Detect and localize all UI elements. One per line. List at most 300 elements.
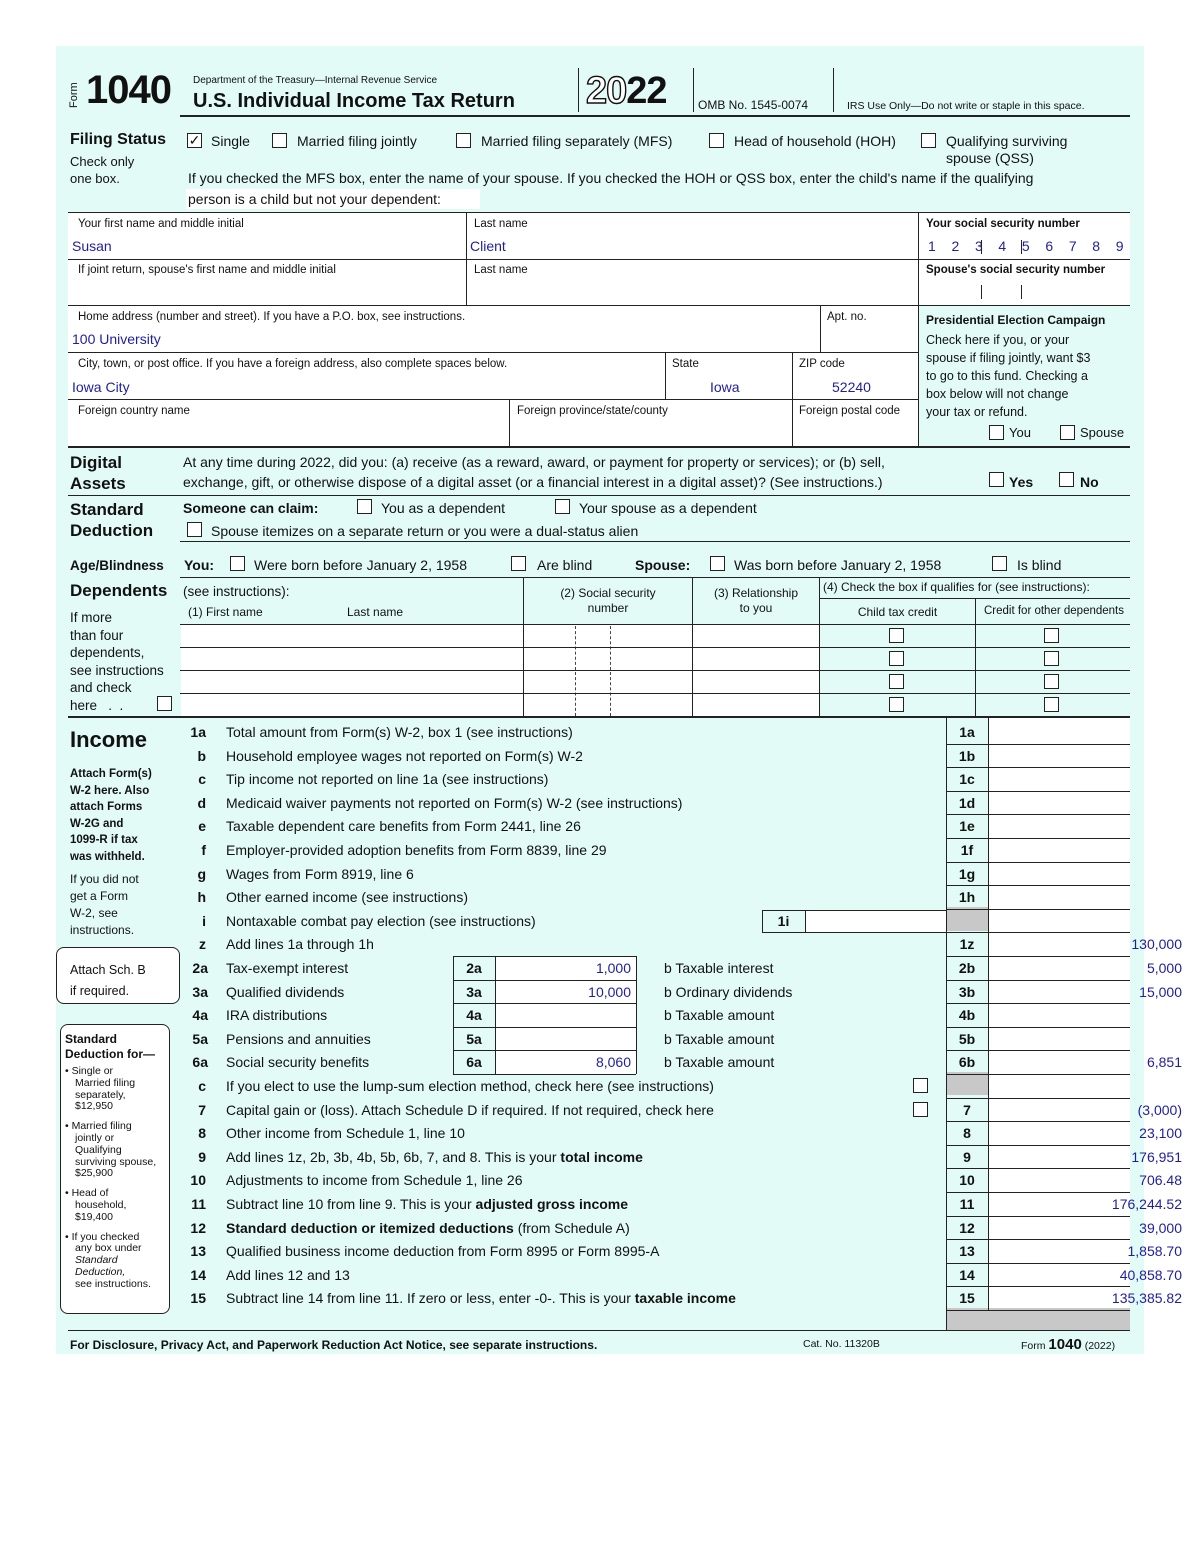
line-box-label: 1f [960,842,974,858]
header-divider [833,68,834,112]
shaded-box [946,907,988,931]
line-description [226,1267,350,1283]
line-text: Subtract line 14 from line 11. If zero or less, enter -0-. This is your [226,1290,635,1307]
postal-label: Foreign postal code [799,405,901,417]
rule [946,791,1130,792]
omb-number: OMB No. 1545-0074 [698,98,809,112]
divider [805,910,806,934]
digital-no-label: No [1080,474,1099,490]
line-number: 10 [190,1172,206,1189]
rule [68,259,1130,260]
divider [495,956,496,980]
rule [820,598,1130,599]
divider [509,399,510,446]
rule [946,1027,1130,1028]
single-label: Single [211,133,250,149]
divider [453,956,454,980]
ssn-separator [981,240,982,254]
digital-text-2: exchange, gift, or otherwise dispose of a digital asset (or a financial interest in a digital asset)? (See instructions.) [183,474,883,490]
dep-row-rule [180,647,1130,648]
standard-heading-2: Deduction [70,521,154,540]
line-amount-field[interactable]: 1,858.70 [1127,1243,1182,1260]
rule [946,862,1130,863]
rule [946,885,1130,886]
you-dependent-checkbox[interactable] [357,499,372,514]
line-box-label: 7 [963,1101,971,1118]
dep-row-rule [180,693,1130,694]
line-number: 14 [190,1266,206,1283]
line-box-label: 13 [959,1243,975,1260]
dep-col2-label: (2) Social security number [560,586,656,615]
rule [453,956,636,957]
rule [946,838,1130,839]
you-blind-label: Are blind [537,557,593,573]
spouse-dependent-checkbox[interactable] [555,499,570,514]
line-amount-field[interactable]: 6,851 [1146,1054,1182,1071]
line-description: Tip income not reported on line 1a (see instructions) [226,771,549,788]
campaign-you-label: You [1009,425,1031,440]
rule [946,1263,1130,1264]
digital-no-checkbox[interactable] [1059,472,1074,487]
line-number: 4a [192,1007,208,1024]
line-box-label: 3a [466,983,482,1000]
rule [180,577,1130,578]
rule [68,305,1130,306]
rule [946,1216,1130,1217]
ssn-separator [981,285,982,299]
tax-year: 2022 [586,70,667,112]
city-field[interactable]: Iowa City [72,379,130,395]
first-name-label: Your first name and middle initial [78,218,244,230]
campaign-text: Check here if you, or your spouse if filing jointly, want $3 to go to this fund. Checking a box below will not change your tax or refund. [926,333,1091,419]
line-number: 8 [198,1125,206,1142]
line-text: Adjustments to income from Schedule 1, line 26 [226,1172,523,1189]
dependents-heading: Dependents [70,581,168,600]
line-amount-field[interactable]: 130,000 [1131,936,1182,953]
other-dependent-credit-checkbox[interactable] [1044,628,1059,643]
country-label: Foreign country name [78,405,190,417]
rule [946,956,1130,957]
line-box-label: 12 [959,1219,975,1236]
sch-b-note: Attach Sch. B if required. [70,963,146,998]
line-description [226,1243,659,1259]
attach-w2-note: Attach Form(s) W-2 here. Also attach Forms W-2G and 1099-R if tax was withheld. [70,768,152,863]
line-description [226,1125,465,1141]
form-word-vertical: Form [68,82,80,108]
mfj-label: Married filing jointly [297,133,417,149]
last-name-label: Last name [474,218,528,230]
line-number: 12 [190,1219,206,1236]
line-box-label: 14 [959,1266,975,1283]
line-box-label: 3b [958,983,976,1000]
line-description-b: b Taxable amount [664,1007,775,1024]
rule [68,446,1130,448]
line-description: Employer-provided adoption benefits from Form 8839, line 29 [226,842,607,858]
rule [946,1168,1130,1169]
line-box-label: 1a [959,724,975,740]
line-amount-field[interactable]: 5,000 [1146,960,1182,976]
line-text: Qualified business income deduction from Form 8995 or Form 8995-A [226,1243,660,1260]
line-amount-field[interactable]: (3,000) [1137,1101,1182,1118]
line-text: Add lines 12 and 13 [226,1266,350,1283]
rule [453,1074,636,1075]
divider [453,980,454,1004]
line-number: d [197,794,206,811]
line-number: i [202,912,206,929]
filing-note-1: If you checked the MFS box, enter the name of your spouse. If you checked the HOH or QSS box, enter the child's name if the qualifying [188,170,1034,186]
shaded-box [946,1072,988,1095]
line-description-b: b Taxable interest [664,960,774,976]
divider [495,1050,496,1074]
line-description: Social security benefits [226,1054,370,1071]
line-box-label: 1z [959,936,975,953]
divider [988,718,989,1310]
line-text: Add lines 1z, 2b, 3b, 4b, 5b, 6b, 7, and 8. This is your [226,1148,561,1165]
income-heading: Income [70,727,148,752]
mfs-checkbox[interactable] [456,133,471,148]
filing-status-sub1: Check only [70,154,135,169]
amount-column [988,718,1130,1310]
std-deduction-items: • Single or Married filing separately, $12,950 • Married filing jointly or Qualifying surviving spouse, $25,900 • Head of household, $19,400 • If you checked any box under Standard Deduction, see instructions. [65,1065,157,1290]
line-amount-field[interactable]: 176,951 [1131,1148,1182,1165]
header-divider [693,68,694,112]
spouse-ssn-label: Spouse's social security number [926,264,1106,276]
divider [975,598,976,716]
dep-col4a-label: Child tax credit [857,605,938,619]
line-number: 3a [192,983,208,1000]
irs-use-only: IRS Use Only—Do not write or staple in this space. [847,100,1085,112]
province-label: Foreign province/state/county [517,405,668,417]
rule [180,541,1130,542]
rule [762,932,946,933]
line-description: Wages from Form 8919, line 6 [226,865,414,882]
someone-can-claim: Someone can claim: [183,500,319,516]
line-amount-field[interactable]: 706.48 [1139,1172,1182,1189]
line-number: 7 [198,1101,206,1118]
rule [68,352,918,353]
digital-yes-checkbox[interactable] [989,472,1004,487]
rule [946,767,1130,768]
divider [918,213,919,446]
ssn-separator [575,626,576,716]
rule [946,1050,1130,1051]
line-text-bold: taxable income [634,1290,736,1307]
rule [946,909,1130,910]
line-description [226,1149,643,1165]
std-deduction-title: Standard Deduction for— [65,1032,155,1061]
rule [946,1192,1130,1193]
form-title: U.S. Individual Income Tax Return [193,90,515,112]
line-description: Total amount from Form(s) W-2, box 1 (see instructions) [226,724,573,740]
line-box-label: 10 [959,1172,975,1189]
rule [946,1074,1130,1075]
dep-col4b-label: Credit for other dependents [983,605,1124,617]
rule [68,1330,1130,1331]
divider [495,980,496,1004]
line-description: IRA distributions [226,1007,328,1024]
dep-col3-label: (3) Relationship to you [713,586,799,615]
last-name-field[interactable]: Client [470,238,506,254]
line-number: 2a [192,960,208,976]
line-description: Household employee wages not reported on Form(s) W-2 [226,747,583,764]
line-number: z [199,936,206,953]
lump-sum-checkbox[interactable] [913,1078,928,1093]
line-box-label: 2a [466,960,482,976]
you-born-checkbox[interactable] [230,556,245,571]
divider [453,1003,454,1027]
you-born-label: Were born before January 2, 1958 [254,557,467,573]
shaded-box [946,1308,1130,1330]
line-box-label: 11 [959,1196,975,1212]
itemizes-checkbox[interactable] [187,522,202,537]
line-description [226,1290,736,1306]
line-number: 9 [198,1148,206,1165]
inline-amount-field[interactable]: 10,000 [588,983,631,1000]
divider [636,956,637,980]
line-description: Tax-exempt interest [226,960,349,976]
line-box-label: 6b [958,1054,976,1071]
divider [636,1003,637,1027]
line-description [226,1196,628,1212]
digital-yes-label: Yes [1009,474,1034,490]
line-box-label: 1d [958,794,976,811]
ssn-separator [610,626,611,716]
rule [946,814,1130,815]
spouse-first-label: If joint return, spouse's first name and middle initial [78,264,336,276]
dep-col1b-label: Last name [347,605,404,619]
rule [68,399,918,400]
dependents-side-note: If more than four dependents, see instructions and check here . . [70,610,164,713]
dep-row-rule [180,670,1130,671]
state-field[interactable]: Iowa [710,379,740,395]
line-number: 11 [191,1196,206,1212]
child-credit-checkbox[interactable] [889,674,904,689]
dependents-see: (see instructions): [183,584,290,599]
filing-status-heading: Filing Status [70,131,166,148]
capital-gain-checkbox[interactable] [913,1102,928,1117]
line-text: Other income from Schedule 1, line 10 [226,1125,465,1142]
line-amount-field[interactable]: 176,244.52 [1111,1196,1182,1212]
line-text: (from Schedule A) [513,1219,630,1236]
other-dependent-credit-checkbox[interactable] [1044,697,1059,712]
filing-status-sub2: one box. [70,171,120,186]
you-blind-checkbox[interactable] [511,556,526,571]
line-description: Taxable dependent care benefits from Form 2441, line 26 [226,818,581,835]
spouse-born-checkbox[interactable] [710,556,725,571]
department-line: Department of the Treasury—Internal Revenue Service [193,75,438,86]
line-box-label: 1c [959,771,975,788]
form-number: 1040 [86,68,171,112]
line-amount-field[interactable]: 23,100 [1139,1125,1182,1142]
more-dependents-checkbox[interactable] [157,696,172,711]
rule [946,744,1130,745]
line-description: Pensions and annuities [226,1030,371,1047]
age-heading: Age/Blindness [70,558,164,573]
spouse-born-label: Was born before January 2, 1958 [734,557,942,573]
ssn-label: Your social security number [926,218,1080,230]
line-description-b: b Taxable amount [664,1054,775,1071]
line-number: f [201,842,206,858]
address-label: Home address (number and street). If you have a P.O. box, see instructions. [78,311,466,323]
footer-notice: For Disclosure, Privacy Act, and Paperwork Reduction Act Notice, see separate instructions. [70,1338,598,1352]
address-field[interactable]: 100 University [72,331,161,347]
other-dependent-credit-checkbox[interactable] [1044,674,1059,689]
hoh-label: Head of household (HOH) [734,133,896,149]
line-description: Nontaxable combat pay election (see instructions) [226,912,536,929]
zip-label: ZIP code [799,358,845,370]
line-text-bold: adjusted gross income [475,1196,629,1212]
line-number: e [198,818,206,835]
first-name-field[interactable]: Susan [72,238,112,254]
apt-label: Apt. no. [827,311,867,323]
hoh-checkbox[interactable] [709,133,724,148]
city-label: City, town, or post office. If you have a foreign address, also complete spaces below. [78,358,508,370]
line-description-b: b Ordinary dividends [664,983,793,1000]
line-box-label: 1h [958,889,976,906]
spouse-blind-checkbox[interactable] [992,556,1007,571]
inline-amount-box [495,1004,636,1027]
line-amount-field[interactable]: 40,858.70 [1119,1266,1182,1283]
line-amount-field[interactable]: 39,000 [1139,1219,1182,1236]
line-description: Qualified dividends [226,983,345,1000]
dep-col4-label: (4) Check the box if qualifies for (see instructions): [823,580,1090,594]
divider [636,1050,637,1074]
spouse-dependent-label: Your spouse as a dependent [579,500,757,516]
line-box-label: 1g [958,865,976,882]
campaign-spouse-label: Spouse [1080,425,1125,440]
footer-cat-no: Cat. No. 11320B [803,1338,880,1350]
line-amount-field[interactable]: 135,385.82 [1111,1290,1182,1307]
line-text-bold: total income [560,1148,643,1165]
line-box-label: 4a [466,1007,482,1024]
ssn-separator [1021,285,1022,299]
line-box-label: 9 [963,1148,971,1165]
line-text: Subtract line 10 from line 9. This is your [226,1196,476,1212]
rule [762,910,946,911]
dep-row-rule [180,624,1130,625]
no-w2-note: If you did not get a Form W-2, see instructions. [70,872,139,937]
qss-checkbox[interactable] [921,133,936,148]
digital-heading-2: Assets [70,474,126,493]
rule [946,1121,1130,1122]
line-box-label: 5b [958,1030,976,1047]
line-box-label: 2b [958,960,976,976]
digital-heading-1: Digital [70,453,122,472]
digital-text-1: At any time during 2022, did you: (a) receive (as a reward, award, or payment for property or services); or (b) sell, [183,454,885,470]
line-1i-field[interactable] [805,910,946,933]
divider [820,306,821,352]
inline-amount-field[interactable]: 1,000 [595,960,631,976]
spouse-last-label: Last name [474,264,528,276]
child-credit-checkbox[interactable] [889,697,904,712]
mfs-label: Married filing separately (MFS) [481,133,673,149]
line-amount-field[interactable]: 15,000 [1139,983,1182,1000]
divider [453,1050,454,1074]
line-description: Capital gain or (loss). Attach Schedule D if required. If not required, check here [226,1101,714,1118]
state-label: State [672,358,699,370]
line-description-b: b Taxable amount [664,1030,775,1047]
rule [946,1145,1130,1146]
rule [68,716,1130,718]
line-box-label: 15 [959,1290,975,1307]
campaign-you-checkbox[interactable] [989,425,1004,440]
single-checkbox[interactable]: ✓ [188,132,201,148]
divider [495,1027,496,1051]
line-box-label: 1b [958,747,976,764]
line-number: 13 [190,1243,206,1260]
standard-heading-1: Standard [70,500,144,519]
you-dependent-label: You as a dependent [381,500,506,516]
line-number: g [197,865,206,882]
inline-amount-box [495,1028,636,1051]
filing-note-2: person is a child but not your dependent: [188,191,441,207]
dep-col1-label: (1) First name [188,605,263,619]
divider [665,352,666,399]
ssn-separator [1021,240,1022,254]
zip-field[interactable]: 52240 [832,379,871,395]
header-divider [578,68,579,112]
campaign-title: Presidential Election Campaign [926,313,1106,327]
qss-label-1: Qualifying surviving [946,133,1068,149]
rule [946,1098,1130,1099]
other-dependent-credit-checkbox[interactable] [1044,651,1059,666]
line-description: If you elect to use the lump-sum election method, check here (see instructions) [226,1078,714,1094]
line-box-label: 1e [959,818,975,835]
line-description: Medicaid waiver payments not reported on Form(s) W-2 (see instructions) [226,794,683,811]
header-rule [180,115,1130,117]
line-number: 5a [192,1030,208,1047]
qss-label-2: spouse (QSS) [946,150,1034,166]
line-description: Add lines 1a through 1h [226,936,374,953]
divider [636,980,637,1004]
rule [946,1310,1130,1311]
line-description [226,1220,630,1236]
rule [946,1239,1130,1240]
line-number: 1a [190,724,206,740]
child-credit-checkbox[interactable] [889,628,904,643]
line-box-label: 6a [466,1054,482,1071]
itemizes-label: Spouse itemizes on a separate return or you were a dual-status alien [211,523,639,539]
child-credit-checkbox[interactable] [889,651,904,666]
line-number: 15 [190,1290,206,1307]
age-you: You: [184,557,215,573]
line-number: h [197,889,206,906]
line-box-label: 8 [963,1125,971,1142]
spouse-blind-label: Is blind [1017,557,1062,573]
line-description: Other earned income (see instructions) [226,889,468,906]
mfj-checkbox[interactable] [272,133,287,148]
rule [946,1286,1130,1287]
footer-form: Form 1040 (2022) [1021,1336,1116,1353]
divider [453,1027,454,1051]
line-box-label: 1i [777,912,790,929]
rule [946,1003,1130,1004]
line-description [226,1172,523,1188]
line-text-bold: Standard deduction or itemized deductions [226,1219,514,1236]
rule [68,495,1130,496]
rule [946,932,1130,933]
campaign-spouse-checkbox[interactable] [1060,425,1075,440]
line-box-label: 5a [466,1030,482,1047]
inline-amount-field[interactable]: 8,060 [595,1054,631,1071]
line-number: b [197,747,206,764]
ssn-field[interactable]: 1 2 3 4 5 6 7 8 9 [928,238,1125,254]
line-number: c [198,1078,206,1094]
line-box-label: 4b [958,1007,976,1024]
line-number: c [198,771,206,788]
rule [946,980,1130,981]
age-spouse: Spouse: [635,557,691,573]
